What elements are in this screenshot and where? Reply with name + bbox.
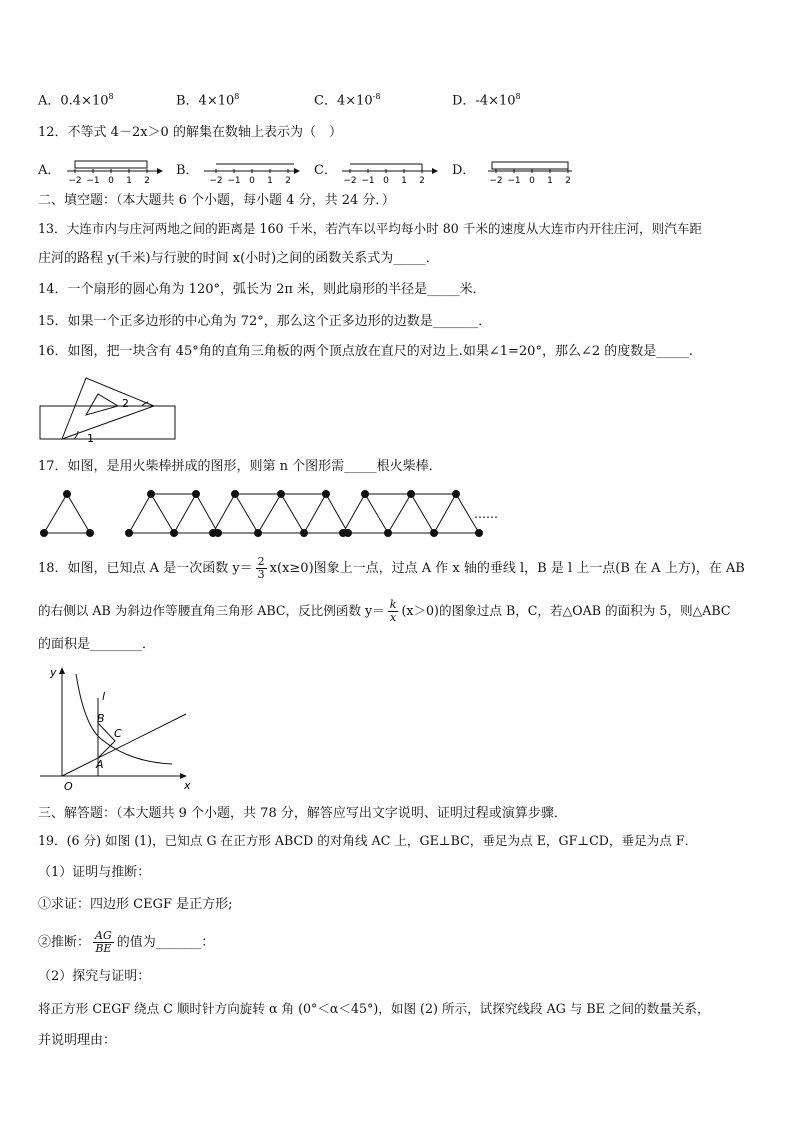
svg-text:1: 1 [547, 176, 553, 186]
line-l-label: l [102, 690, 106, 703]
svg-text:−2: −2 [343, 176, 357, 186]
continuation-dots: …… [474, 507, 498, 521]
number-line-c [340, 152, 440, 186]
angle-2-label: 2 [122, 397, 129, 410]
q18-line2 [38, 599, 730, 624]
svg-text:0: 0 [249, 176, 255, 186]
figure-17-matchsticks [38, 488, 508, 540]
svg-text:2: 2 [285, 176, 291, 186]
q18-line1-b: x(x≥0)图象上一点，过点 A 作 x 轴的垂线 l，B 是 l 上一点(B 在 A 上方)，在 AB [269, 561, 745, 576]
q16: 16．如图，把一块含有 45°角的直角三角板的两个顶点放在直尺的对边上.如果∠1=20°，那么∠2 的度数是_____. [38, 344, 693, 359]
svg-text:−2: −2 [68, 176, 82, 186]
svg-text:1: 1 [267, 176, 273, 186]
hyperbola-curve [76, 674, 172, 764]
q18-line2-b: (x＞0)的图象过点 B，C，若△OAB 的面积为 5，则△ABC [401, 603, 731, 618]
svg-text:−2: −2 [489, 176, 503, 186]
q15: 15．如果一个正多边形的中心角为 72°，那么这个正多边形的边数是_______． [38, 314, 492, 329]
svg-text:−1: −1 [227, 176, 241, 186]
q13-line2: 庄河的路程 y(千米)与行驶的时间 x(小时)之间的函数关系式为_____． [38, 251, 439, 266]
q11-option-a: A．$0.4\times 10^8$ [38, 92, 114, 109]
fraction-2-3: $\frac{2}{3}$ [257, 555, 265, 581]
svg-text:−2: −2 [209, 176, 223, 186]
q14: 14．一个扇形的圆心角为 120°，弧长为 2π 米，则此扇形的半径是_____米． [38, 282, 486, 297]
svg-text:2: 2 [565, 176, 571, 186]
number-line-a [65, 152, 165, 186]
svg-text:−1: −1 [361, 176, 375, 186]
q18-line3: 的面积是________． [38, 637, 156, 652]
q12-option-b-label: B． [176, 163, 199, 178]
svg-text:−1: −1 [507, 176, 521, 186]
q12-option-a-label: A． [38, 163, 61, 178]
number-line-d [486, 152, 586, 186]
section-3-heading: 三、解答题：（本大题共 9 个小题，共 78 分，解答应写出文字说明、证明过程或演算步骤． [38, 806, 567, 821]
point-b-label: B [97, 712, 105, 725]
triangle-abc [98, 723, 115, 758]
number-line-b [202, 152, 302, 186]
svg-text:0: 0 [383, 176, 389, 186]
q19-part2-b: 并说明理由： [38, 1033, 117, 1048]
q12-option-c-label: C． [314, 163, 337, 178]
x-axis-label: x [184, 779, 191, 792]
q11-option-b: B．$4\times 10^8$ [176, 92, 240, 109]
svg-text:1: 1 [401, 176, 407, 186]
angle-1-label: 1 [87, 432, 94, 445]
q19-part1-heading: （1）证明与推断： [38, 865, 151, 880]
svg-text:2: 2 [419, 176, 425, 186]
point-c-label: C [114, 727, 122, 740]
section-2-heading: 二、填空题：（本大题共 6 个小题，每小题 4 分，共 24 分．） [38, 193, 395, 208]
q18-line1-a: 18．如图，已知点 A 是一次函数 y＝ [38, 561, 253, 576]
svg-text:2: 2 [144, 176, 150, 186]
figure-16-ruler-triangle [38, 374, 178, 444]
q19-part1-b: ②推断： $\frac{AG}{BE}$ 的值为_______： [38, 929, 215, 955]
linear-function-line [62, 714, 186, 776]
q19-stem: 19．(6 分) 如图 (1)，已知点 G 在正方形 ABCD 的对角线 AC 上，GE⊥BC，垂足为点 E，GF⊥CD，垂足为点 F． [38, 833, 698, 848]
q13-line1: 13．大连市内与庄河两地之间的距离是 160 千米，若汽车以平均每小时 80 千米的速度从大连市内开往庄河，则汽车距 [38, 221, 703, 236]
q11-option-c: C．$4\times 10^{-8}$ [314, 92, 381, 109]
svg-text:1: 1 [126, 176, 132, 186]
figure-18-graph [38, 664, 198, 799]
q12-option-d-label: D． [452, 163, 476, 178]
q12-stem: 12．不等式 4－2x＞0 的解集在数轴上表示为（ ） [38, 125, 342, 140]
fraction-k-x: $\frac{k}{x}$ [389, 598, 397, 624]
q18-line1 [38, 556, 745, 581]
q11-option-d: D．$-4\times 10^8$ [452, 92, 521, 109]
svg-text:0: 0 [108, 176, 114, 186]
q19-part1-a: ①求证：四边形 CEGF 是正方形; [38, 897, 233, 912]
point-a-label: A [96, 758, 104, 771]
svg-text:−1: −1 [86, 176, 100, 186]
q19-part2-heading: （2）探究与证明： [38, 969, 151, 984]
y-axis-label: y [50, 666, 57, 679]
origin-label: O [64, 780, 73, 793]
fraction-ag-be: $\frac{AG}{BE}$ [95, 929, 112, 955]
triangle-inner [86, 394, 118, 415]
q17: 17．如图，是用火柴棒拼成的图形，则第 n 个图形需_____根火柴棒． [38, 459, 442, 474]
svg-text:0: 0 [529, 176, 535, 186]
q19-part2-a: 将正方形 CEGF 绕点 C 顺时针方向旋转 α 角 (0°＜α＜45°)，如图 (2) 所示，试探究线段 AG 与 BE 之间的数量关系， [38, 1001, 710, 1016]
q18-line2-a: 的右侧以 AB 为斜边作等腰直角三角形 ABC，反比例函数 y＝ [38, 603, 385, 618]
